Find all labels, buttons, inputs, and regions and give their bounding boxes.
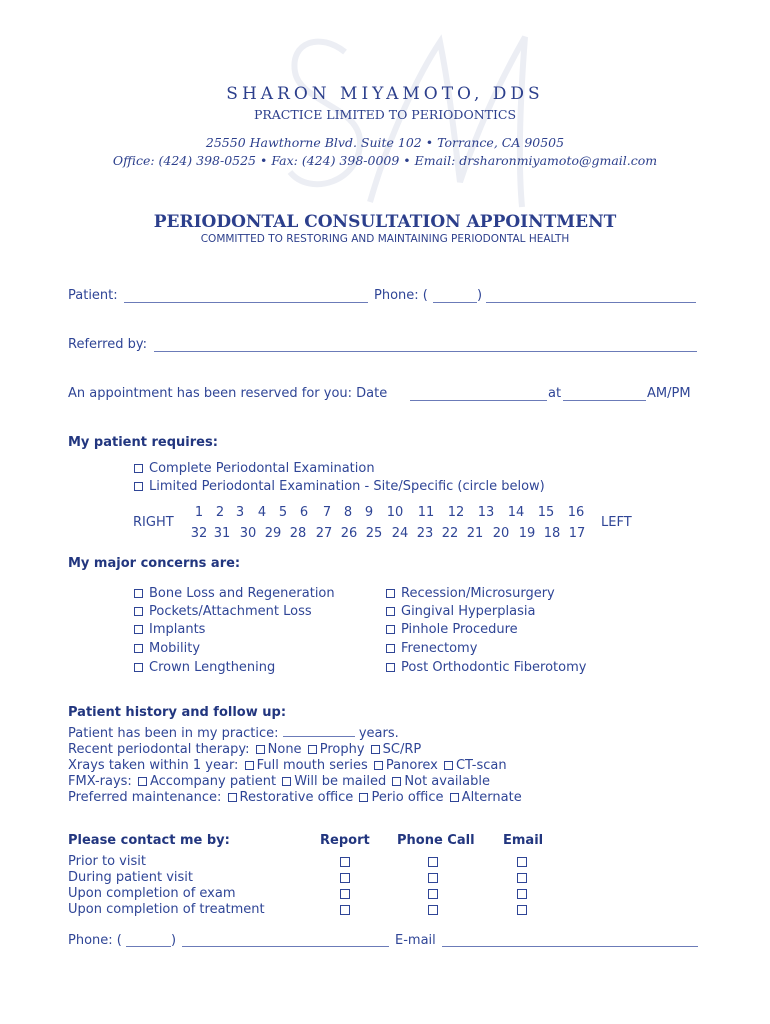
checkbox[interactable] <box>282 777 291 786</box>
requires-heading: My patient requires: <box>68 435 218 450</box>
phone-area-field[interactable] <box>433 302 477 303</box>
footer-phone-area-field[interactable] <box>126 946 171 947</box>
checkbox[interactable] <box>308 745 317 754</box>
tooth-20[interactable]: 20 <box>492 526 510 541</box>
tooth-19[interactable]: 19 <box>518 526 536 541</box>
tooth-30[interactable]: 30 <box>239 526 257 541</box>
concern-option[interactable]: Implants <box>134 622 205 637</box>
tooth-9[interactable]: 9 <box>364 505 374 520</box>
checkbox[interactable] <box>450 793 459 802</box>
ampm-label: AM/PM <box>647 386 691 401</box>
contact-checkbox-phone-call[interactable] <box>428 889 438 899</box>
tooth-8[interactable]: 8 <box>343 505 353 520</box>
contact-checkbox-report[interactable] <box>340 873 350 883</box>
checkbox[interactable] <box>245 761 254 770</box>
contact-heading: Please contact me by: <box>68 833 230 848</box>
tooth-26[interactable]: 26 <box>340 526 358 541</box>
checkbox[interactable] <box>138 777 147 786</box>
checkbox[interactable] <box>392 777 401 786</box>
checkbox[interactable] <box>134 644 143 653</box>
fmx-row: FMX-rays: Accompany patient Will be mailed Not available <box>68 774 490 789</box>
footer-email-field[interactable] <box>442 946 698 947</box>
checkbox[interactable] <box>386 625 395 634</box>
tooth-16[interactable]: 16 <box>567 505 585 520</box>
phone-label: Phone: ( <box>374 288 428 303</box>
contact-checkbox-report[interactable] <box>340 857 350 867</box>
concern-option[interactable]: Frenectomy <box>386 641 477 656</box>
contact-checkbox-phone-call[interactable] <box>428 857 438 867</box>
checkbox[interactable] <box>374 761 383 770</box>
tooth-21[interactable]: 21 <box>466 526 484 541</box>
tooth-17[interactable]: 17 <box>568 526 586 541</box>
tooth-7[interactable]: 7 <box>322 505 332 520</box>
contact-checkbox-phone-call[interactable] <box>428 873 438 883</box>
checkbox[interactable] <box>386 644 395 653</box>
concern-option[interactable]: Mobility <box>134 641 200 656</box>
tooth-15[interactable]: 15 <box>537 505 555 520</box>
form-tagline: COMMITTED TO RESTORING AND MAINTAINING PERIODONTAL HEALTH <box>200 233 570 245</box>
practice-subtitle: PRACTICE LIMITED TO PERIODONTICS <box>253 107 517 122</box>
checkbox[interactable] <box>386 607 395 616</box>
footer-phone-close: ) <box>171 933 177 948</box>
col-report: Report <box>320 833 370 848</box>
at-label: at <box>548 386 562 401</box>
appointment-date-field[interactable] <box>410 400 547 401</box>
col-phone-call: Phone Call <box>397 833 475 848</box>
concern-option[interactable]: Gingival Hyperplasia <box>386 604 535 619</box>
practice-contact: Office: (424) 398-0525 • Fax: (424) 398-0009 • Email: drsharonmiyamoto@gmail.com <box>112 153 658 168</box>
tooth-24[interactable]: 24 <box>391 526 409 541</box>
therapy-row: Recent periodontal therapy: None Prophy SC/RP <box>68 742 422 757</box>
contact-row-label: Upon completion of treatment <box>68 902 265 917</box>
referred-label: Referred by: <box>68 337 147 352</box>
checkbox[interactable] <box>359 793 368 802</box>
concern-option[interactable]: Pinhole Procedure <box>386 622 518 637</box>
contact-checkbox-phone-call[interactable] <box>428 905 438 915</box>
footer-phone-field[interactable] <box>182 946 389 947</box>
tooth-10[interactable]: 10 <box>386 505 404 520</box>
tooth-12[interactable]: 12 <box>447 505 465 520</box>
phone-number-field[interactable] <box>486 302 696 303</box>
history-heading: Patient history and follow up: <box>68 705 287 720</box>
contact-row-label: Prior to visit <box>68 854 146 869</box>
concern-option[interactable]: Post Orthodontic Fiberotomy <box>386 660 586 675</box>
concern-option[interactable]: Recession/Microsurgery <box>386 586 555 601</box>
left-label: LEFT <box>601 515 632 530</box>
practice-years-row: Patient has been in my practice: years. <box>68 726 399 741</box>
tooth-22[interactable]: 22 <box>441 526 459 541</box>
tooth-13[interactable]: 13 <box>477 505 495 520</box>
tooth-2[interactable]: 2 <box>215 505 225 520</box>
requires-option-limited[interactable]: Limited Periodontal Examination - Site/Specific (circle below) <box>134 479 545 494</box>
contact-checkbox-email[interactable] <box>517 873 527 883</box>
contact-checkbox-email[interactable] <box>517 889 527 899</box>
checkbox[interactable] <box>228 793 237 802</box>
contact-row-label: During patient visit <box>68 870 194 885</box>
patient-field[interactable] <box>124 302 368 303</box>
checkbox[interactable] <box>134 625 143 634</box>
checkbox[interactable] <box>386 663 395 672</box>
tooth-6[interactable]: 6 <box>299 505 309 520</box>
practice-name: SHARON MIYAMOTO, DDS <box>226 84 544 104</box>
tooth-28[interactable]: 28 <box>289 526 307 541</box>
concerns-heading: My major concerns are: <box>68 556 241 571</box>
checkbox[interactable] <box>371 745 380 754</box>
tooth-14[interactable]: 14 <box>507 505 525 520</box>
concern-option[interactable]: Bone Loss and Regeneration <box>134 586 335 601</box>
maintenance-row: Preferred maintenance: Restorative office Perio office Alternate <box>68 790 522 805</box>
phone-close-paren: ) <box>477 288 483 303</box>
right-label: RIGHT <box>133 515 174 530</box>
appointment-time-field[interactable] <box>563 400 646 401</box>
footer-phone-label: Phone: ( <box>68 933 122 948</box>
appointment-label: An appointment has been reserved for you: Date <box>68 386 388 401</box>
contact-checkbox-report[interactable] <box>340 889 350 899</box>
practice-address: 25550 Hawthorne Blvd. Suite 102 • Torrance, CA 90505 <box>205 135 565 150</box>
checkbox[interactable] <box>444 761 453 770</box>
checkbox[interactable] <box>134 607 143 616</box>
checkbox[interactable] <box>134 482 143 491</box>
contact-row-label: Upon completion of exam <box>68 886 236 901</box>
checkbox[interactable] <box>134 464 143 473</box>
contact-checkbox-report[interactable] <box>340 905 350 915</box>
checkbox[interactable] <box>386 589 395 598</box>
tooth-5[interactable]: 5 <box>278 505 288 520</box>
tooth-31[interactable]: 31 <box>213 526 231 541</box>
concern-option[interactable]: Pockets/Attachment Loss <box>134 604 312 619</box>
tooth-27[interactable]: 27 <box>315 526 333 541</box>
form-title: PERIODONTAL CONSULTATION APPOINTMENT <box>153 212 617 232</box>
tooth-18[interactable]: 18 <box>543 526 561 541</box>
tooth-1[interactable]: 1 <box>194 505 204 520</box>
tooth-25[interactable]: 25 <box>365 526 383 541</box>
footer-email-label: E-mail <box>395 933 436 948</box>
tooth-4[interactable]: 4 <box>257 505 267 520</box>
requires-option-complete[interactable]: Complete Periodontal Examination <box>134 461 375 476</box>
patient-label: Patient: <box>68 288 118 303</box>
referred-field[interactable] <box>154 351 697 352</box>
xrays-row: Xrays taken within 1 year: Full mouth series Panorex CT-scan <box>68 758 507 773</box>
tooth-29[interactable]: 29 <box>264 526 282 541</box>
col-email: Email <box>503 833 544 848</box>
tooth-3[interactable]: 3 <box>235 505 245 520</box>
contact-checkbox-email[interactable] <box>517 857 527 867</box>
checkbox[interactable] <box>134 589 143 598</box>
checkbox[interactable] <box>134 663 143 672</box>
tooth-11[interactable]: 11 <box>417 505 435 520</box>
tooth-23[interactable]: 23 <box>416 526 434 541</box>
practice-years-field[interactable] <box>283 726 355 737</box>
checkbox[interactable] <box>256 745 265 754</box>
concern-option[interactable]: Crown Lengthening <box>134 660 275 675</box>
tooth-32[interactable]: 32 <box>190 526 208 541</box>
contact-checkbox-email[interactable] <box>517 905 527 915</box>
